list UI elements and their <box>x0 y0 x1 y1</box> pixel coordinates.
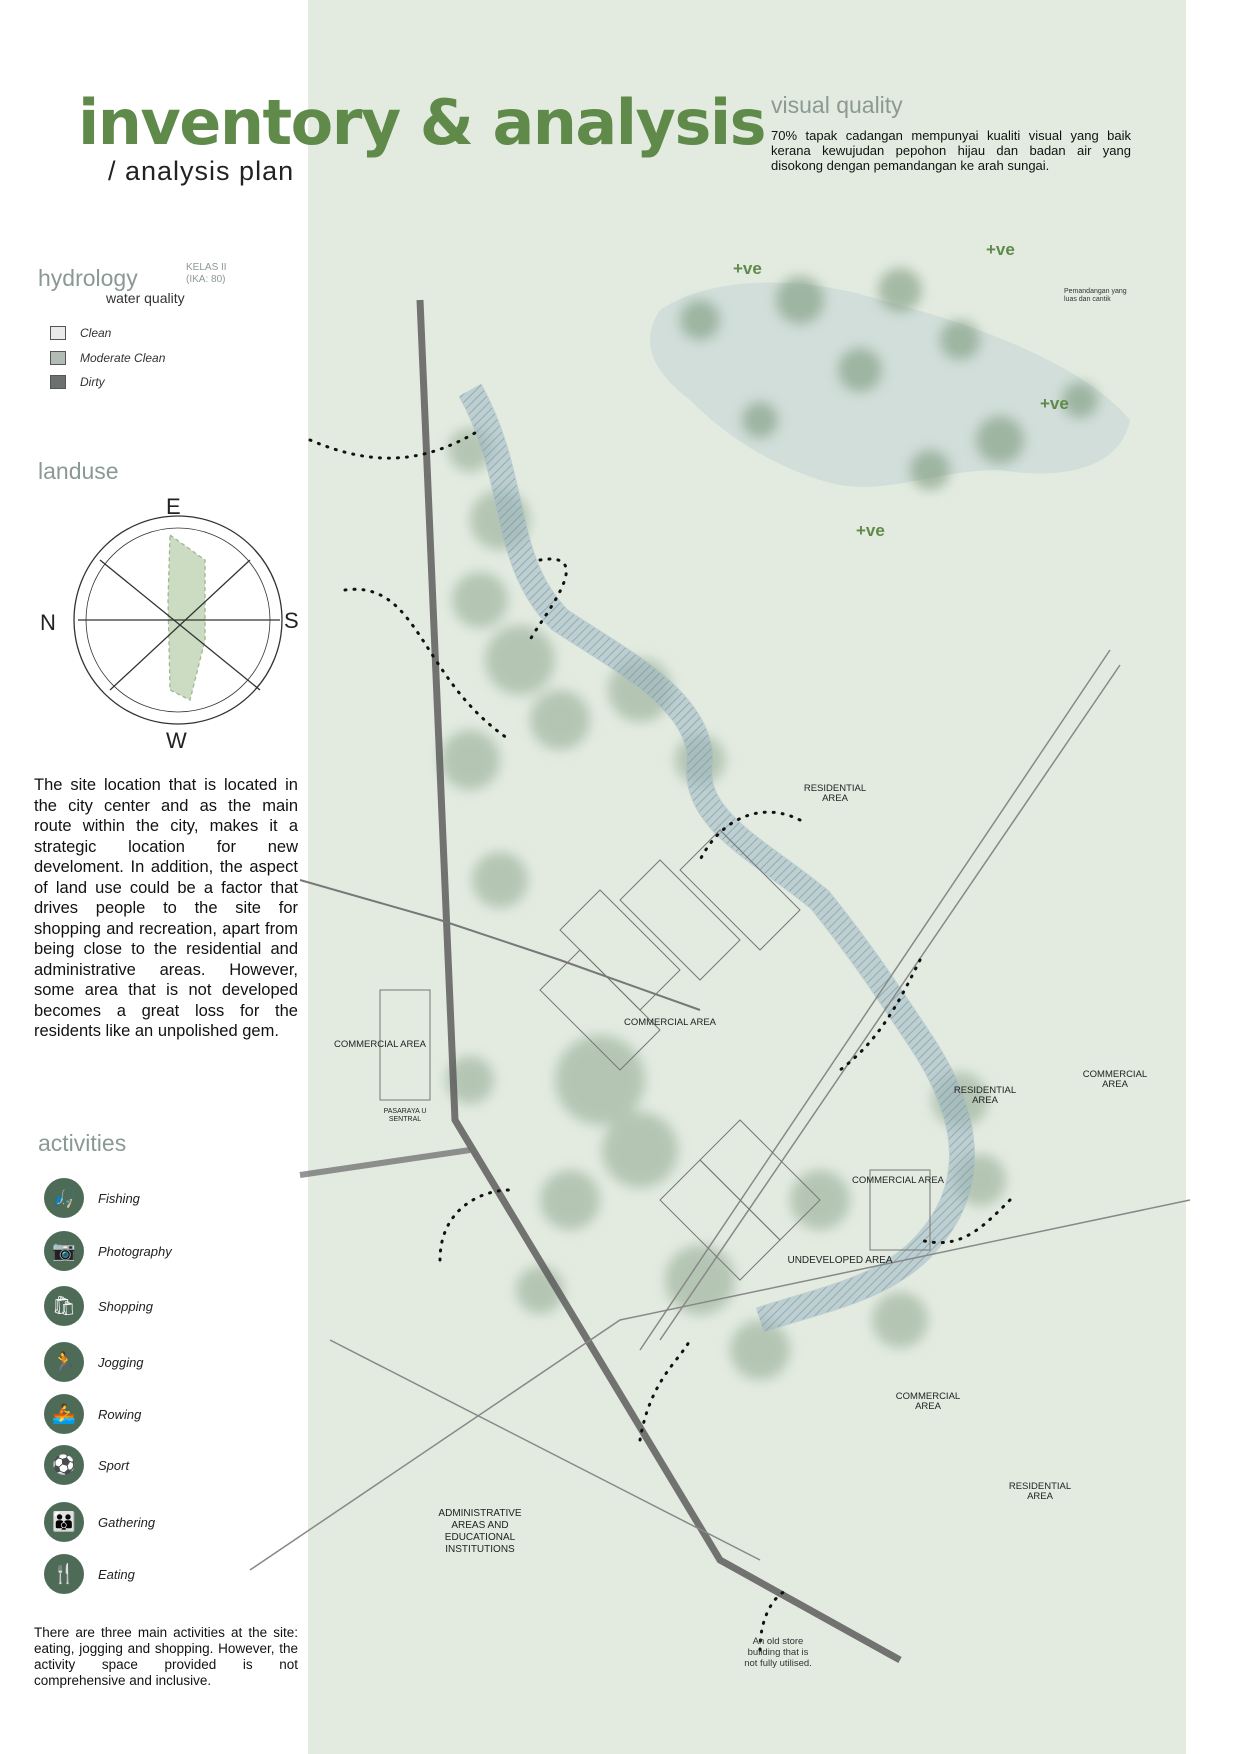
commercial-blocks <box>380 830 930 1280</box>
rowing-icon: 🚣 <box>44 1394 84 1434</box>
positive-view-mark: +ve <box>1040 394 1069 413</box>
visual-quality-heading: visual quality <box>771 92 903 118</box>
site-description: The site location that is located in the city center and as the main route within the city, makes it a strategic location for new develoment. In addition, the aspect of land use could be a factor that drives people to the site for shopping and recreation, apart from being close to the residential and administrative areas. However, some area that is not developed becomes a great loss for the residents like an unpolished gem. <box>34 776 298 1040</box>
activity-jogging <box>44 1342 144 1382</box>
activity-label: Eating <box>98 1566 135 1582</box>
activity-rowing <box>44 1394 141 1434</box>
legend-moderate-clean <box>50 351 165 365</box>
compass-north: N <box>40 610 56 635</box>
activity-label: Shopping <box>98 1298 153 1314</box>
activities-heading: activities <box>38 1130 127 1156</box>
map-label-commercial: COMMERCIAL AREA <box>851 1175 945 1186</box>
water-quality-label: water quality <box>106 290 185 306</box>
compass-east: E <box>166 494 181 519</box>
gathering-icon: 👪 <box>44 1502 84 1542</box>
map-label-residential: RESIDENTIAL AREA <box>1008 1481 1072 1502</box>
legend-label: Clean <box>80 326 112 340</box>
dirty-swatch <box>50 375 66 389</box>
map-label-residential: RESIDENTIAL AREA <box>803 783 867 804</box>
jogging-icon: 🏃 <box>44 1342 84 1382</box>
activities-summary: There are three main activities at the site: eating, jogging and shopping. However, the activity space provided is not comprehensive and inclusive. <box>34 1625 298 1688</box>
visual-quality-note: Pemandangan yang luas dan cantik <box>1064 288 1127 303</box>
legend-label: Dirty <box>80 375 105 389</box>
map-label-commercial: COMMERCIAL AREA <box>333 1039 427 1050</box>
visual-quality-sketch <box>650 268 1130 490</box>
activity-gathering <box>44 1502 155 1542</box>
activity-label: Rowing <box>98 1406 142 1422</box>
compass-west: W <box>166 728 187 753</box>
legend-label: Moderate Clean <box>80 351 166 365</box>
landuse-heading: landuse <box>38 458 119 484</box>
activity-label: Jogging <box>98 1354 144 1370</box>
legend-dirty <box>50 375 105 389</box>
activity-photography <box>44 1231 172 1271</box>
map-label-administrative: ADMINISTRATIVE AREAS AND EDUCATIONAL INSTITUTIONS <box>438 1508 522 1555</box>
activity-shopping <box>44 1286 153 1326</box>
map-label-residential: RESIDENTIAL AREA <box>953 1085 1017 1106</box>
map-label-commercial: COMMERCIAL AREA <box>1082 1069 1148 1090</box>
clean-swatch <box>50 326 66 340</box>
positive-view-mark: +ve <box>733 259 762 278</box>
hydrology-kelas: KELAS II <box>186 262 227 273</box>
landuse-compass-diagram <box>74 516 282 724</box>
page-title: inventory & analysis <box>78 86 765 159</box>
positive-view-mark: +ve <box>856 521 885 540</box>
map-label-commercial: COMMERCIAL AREA <box>623 1017 717 1028</box>
shopping-bag-icon: 🛍 <box>44 1286 84 1326</box>
page-subtitle: / analysis plan <box>108 156 295 186</box>
map-note-old-store: An old store building that is not fully utilised. <box>744 1636 812 1669</box>
compass-south: S <box>284 608 299 633</box>
map-label-undeveloped: UNDEVELOPED AREA <box>787 1255 893 1266</box>
activity-eating <box>44 1554 135 1594</box>
eating-icon: 🍴 <box>44 1554 84 1594</box>
map-label-pasaraya: PASARAYA U SENTRAL <box>383 1108 427 1123</box>
hydrology-ika: (IKA: 80) <box>186 274 226 285</box>
activity-label: Fishing <box>98 1190 140 1206</box>
visual-quality-text: 70% tapak cadangan mempunyai kualiti visual yang baik kerana kewujudan pepohon hijau dan badan air yang disokong dengan pemandangan ke arah sungai. <box>771 128 1131 173</box>
moderate-clean-swatch <box>50 351 66 365</box>
activity-label: Gathering <box>98 1514 156 1530</box>
activity-label: Sport <box>98 1457 130 1473</box>
hydrology-heading: hydrology <box>38 265 138 291</box>
hydrology-class <box>186 262 227 286</box>
positive-view-mark: +ve <box>986 240 1015 259</box>
activity-label: Photography <box>98 1243 172 1259</box>
fishing-icon: 🎣 <box>44 1178 84 1218</box>
legend-clean <box>50 326 111 340</box>
camera-icon: 📷 <box>44 1231 84 1271</box>
activity-fishing <box>44 1178 140 1218</box>
activity-sport <box>44 1445 129 1485</box>
sport-icon: ⚽ <box>44 1445 84 1485</box>
map-label-commercial: COMMERCIAL AREA <box>895 1391 961 1412</box>
